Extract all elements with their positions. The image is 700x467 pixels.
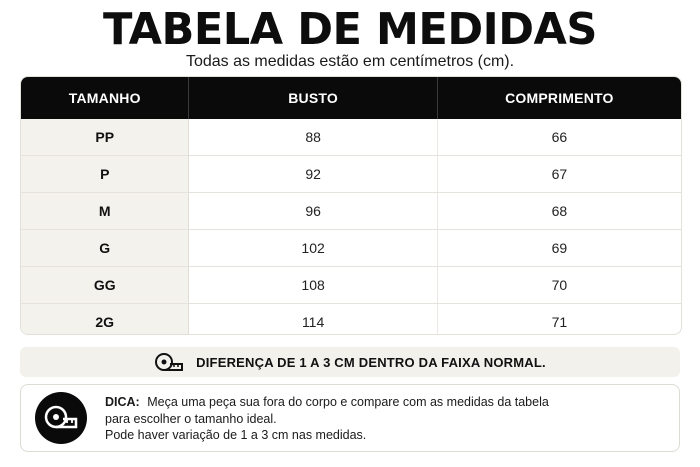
tip-box [20, 384, 680, 452]
bust-cell: 92 [189, 156, 437, 192]
length-cell: 70 [551, 277, 568, 293]
bust-cell: 88 [189, 119, 437, 155]
page-title: TABELA DE MEDIDAS [103, 4, 597, 55]
table-row [21, 156, 681, 193]
table-row [21, 193, 681, 230]
measuring-tape-icon [154, 352, 184, 372]
table-header [21, 77, 681, 119]
tolerance-note [20, 347, 680, 377]
tip-line-3: Pode haver variação de 1 a 3 cm nas medidas. [105, 428, 367, 442]
measuring-tape-icon [35, 392, 87, 444]
tip-line-2: para escolher o tamanho ideal. [105, 411, 277, 426]
table-row [21, 267, 681, 304]
bust-cell: 96 [189, 193, 437, 229]
table-body [21, 119, 681, 335]
header-bust: BUSTO [188, 77, 436, 119]
tip-label: DICA: [105, 395, 140, 409]
length-cell: 71 [551, 313, 568, 330]
size-cell: G [21, 230, 189, 266]
tip-line-1: Meça uma peça sua fora do corpo e compare com as medidas da tabela [147, 395, 549, 409]
tolerance-note-text: DIFERENÇA DE 1 A 3 CM DENTRO DA FAIXA NORMAL. [196, 354, 546, 370]
table-row [21, 119, 681, 156]
size-cell: GG [21, 267, 189, 303]
size-table [20, 76, 682, 335]
table-row [21, 304, 681, 335]
table-row [21, 230, 681, 267]
header-size: TAMANHO [68, 90, 141, 106]
bust-cell: 108 [189, 267, 437, 303]
length-cell: 66 [551, 129, 568, 145]
size-cell: PP [21, 119, 189, 155]
size-cell: 2G [21, 304, 189, 335]
tip-text [105, 394, 665, 444]
length-cell: 67 [551, 166, 568, 182]
bust-cell: 114 [189, 304, 437, 335]
header-length: COMPRIMENTO [437, 77, 681, 119]
length-cell: 68 [551, 203, 568, 219]
size-cell: M [21, 193, 189, 229]
length-cell: 69 [551, 240, 568, 256]
bust-cell: 102 [189, 230, 437, 266]
page-subtitle: Todas as medidas estão em centímetros (cm). [185, 53, 515, 70]
size-cell: P [21, 156, 189, 192]
